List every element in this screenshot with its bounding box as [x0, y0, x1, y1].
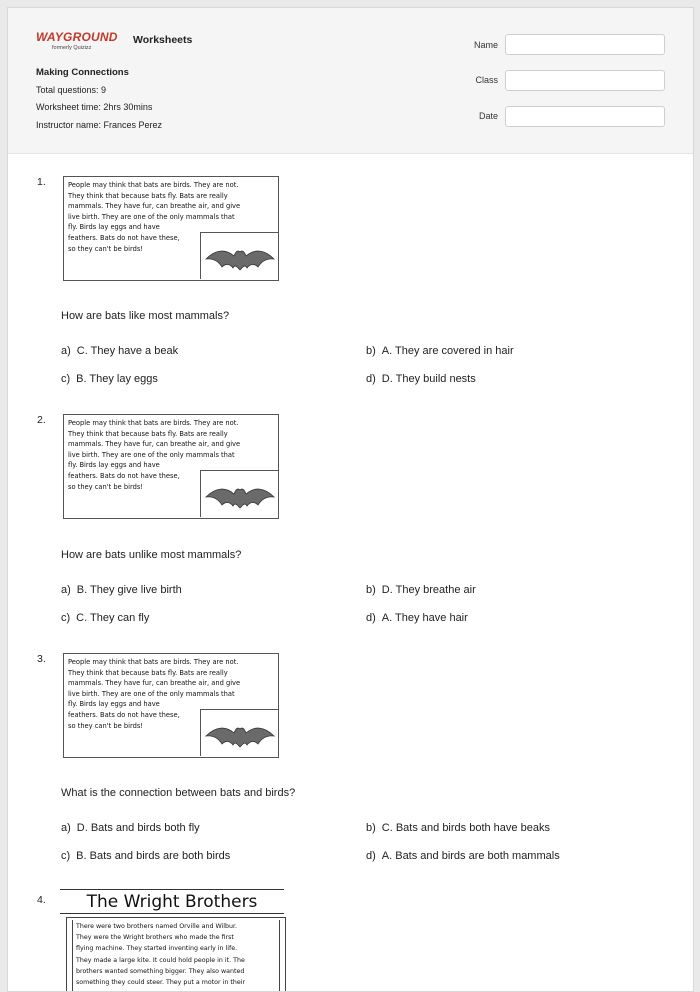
question-number: 1. [37, 176, 46, 188]
date-label: Date [478, 111, 498, 121]
choice-text: B. They give live birth [76, 584, 182, 596]
passage-line: They think that because bats fly. Bats are really [68, 429, 228, 438]
worksheet-time: Worksheet time: 2hrs 30mins [36, 102, 153, 112]
choice-text: C. Bats and birds both have beaks [381, 822, 550, 834]
choice-letter: c) [61, 612, 71, 624]
choice-c[interactable] [61, 373, 158, 385]
choice-text: C. They have a beak [76, 345, 179, 357]
worksheet-page [7, 7, 694, 992]
question-number: 3. [37, 653, 46, 665]
passage-line: People may think that bats are birds. They are not. [68, 419, 239, 427]
class-field[interactable] [505, 70, 665, 91]
passage-line: something they could steer. They put a motor in their [76, 979, 246, 987]
date-field[interactable] [505, 106, 665, 127]
choice-letter: c) [61, 850, 71, 862]
passage-line: live birth. They are one of the only mammals that [68, 450, 235, 459]
total-questions: Total questions: 9 [36, 85, 107, 95]
choice-letter: d) [366, 612, 376, 624]
bat-passage-image [63, 414, 279, 519]
choice-text: D. They build nests [381, 373, 476, 385]
choice-d[interactable] [366, 373, 476, 385]
title-rule [60, 913, 284, 914]
passage-line: feathers. Bats do not have these, [68, 710, 180, 719]
choice-text: A. Bats and birds are both mammals [381, 850, 560, 862]
worksheet-title: Making Connections [36, 67, 129, 78]
question-text: How are bats unlike most mammals? [61, 549, 242, 561]
passage-line: fly. Birds lay eggs and have [68, 223, 160, 232]
choice-letter: b) [366, 345, 376, 357]
passage-line: They made a large kite. It could hold people in it. The [76, 956, 245, 964]
passage-line: fly. Birds lay eggs and have [68, 461, 160, 470]
worksheet-header [8, 8, 693, 154]
question-3 [8, 653, 693, 873]
divider [200, 709, 278, 710]
passage-line: People may think that bats are birds. They are not. [68, 658, 239, 666]
bat-passage-image [63, 176, 279, 281]
name-label: Name [473, 40, 498, 50]
choice-a[interactable] [61, 584, 182, 596]
choice-text: D. Bats and birds both fly [76, 822, 200, 834]
question-1 [8, 176, 693, 396]
question-text: How are bats like most mammals? [61, 310, 230, 322]
choice-a[interactable] [61, 822, 200, 834]
question-number: 2. [37, 414, 46, 426]
choice-text: A. They are covered in hair [381, 345, 514, 357]
choice-text: A. They have hair [381, 612, 468, 624]
choice-text: D. They breathe air [381, 584, 476, 596]
choice-letter: b) [366, 584, 376, 596]
choice-b[interactable] [366, 345, 514, 357]
passage-line: so they can't be birds! [68, 721, 143, 730]
wayground-logo [36, 28, 118, 51]
question-number: 4. [37, 894, 46, 906]
choice-letter: c) [61, 373, 71, 385]
passage-line: brothers wanted something bigger. They also wanted [76, 967, 245, 975]
choice-letter: d) [366, 373, 376, 385]
choice-letter: d) [366, 850, 376, 862]
passage-line: People may think that bats are birds. They are not. [68, 181, 239, 189]
choice-c[interactable] [61, 612, 149, 624]
wright-passage-image [66, 917, 286, 992]
passage-line: mammals. They have fur, can breathe air, and give [68, 679, 241, 688]
instructor-name: Instructor name: Frances Perez [36, 120, 163, 130]
passage-line: They think that because bats fly. Bats are really [68, 668, 228, 677]
choice-d[interactable] [366, 612, 468, 624]
passage-line: mammals. They have fur, can breathe air, and give [68, 440, 241, 449]
name-field[interactable] [505, 34, 665, 55]
choice-b[interactable] [366, 822, 550, 834]
choice-letter: a) [61, 822, 71, 834]
passage-line: They were the Wright brothers who made the first [76, 934, 234, 942]
passage-line: mammals. They have fur, can breathe air, and give [68, 202, 241, 211]
choice-a[interactable] [61, 345, 178, 357]
brand-title: Worksheets [133, 34, 193, 46]
bat-passage-image [63, 653, 279, 758]
passage-line: feathers. Bats do not have these, [68, 471, 180, 480]
class-label: Class [475, 75, 498, 85]
choice-text: B. Bats and birds are both birds [76, 850, 231, 862]
choice-letter: a) [61, 584, 71, 596]
divider [200, 709, 201, 756]
passage-line: live birth. They are one of the only mammals that [68, 689, 235, 698]
bat-icon [204, 714, 276, 754]
choice-b[interactable] [366, 584, 476, 596]
logo-text: WAYGROUND [36, 30, 118, 44]
passage-line: fly. Birds lay eggs and have [68, 700, 160, 709]
passage-title: The Wright Brothers [86, 892, 258, 912]
divider [200, 232, 201, 279]
logo-subtitle: formerly Quizizz [52, 45, 92, 51]
title-rule [60, 889, 284, 890]
divider [200, 232, 278, 233]
choice-text: C. They can fly [76, 612, 150, 624]
choice-text: B. They lay eggs [76, 373, 158, 385]
passage-text [72, 920, 280, 992]
passage-line: feathers. Bats do not have these, [68, 233, 180, 242]
bat-icon [204, 475, 276, 515]
passage-line: flying machine. They started inventing early in life. [76, 945, 238, 953]
passage-line: They think that because bats fly. Bats are really [68, 191, 228, 200]
choice-d[interactable] [366, 850, 560, 862]
passage-line: live birth. They are one of the only mammals that [68, 212, 235, 221]
question-2 [8, 414, 693, 634]
question-4 [8, 892, 693, 992]
divider [200, 470, 278, 471]
question-text: What is the connection between bats and birds? [61, 787, 296, 799]
choice-c[interactable] [61, 850, 230, 862]
passage-line: so they can't be birds! [68, 244, 143, 253]
divider [200, 470, 201, 517]
choice-letter: b) [366, 822, 376, 834]
choice-letter: a) [61, 345, 71, 357]
passage-line: There were two brothers named Orville and Wilbur. [76, 923, 238, 930]
bat-icon [204, 237, 276, 277]
passage-line: so they can't be birds! [68, 482, 143, 491]
